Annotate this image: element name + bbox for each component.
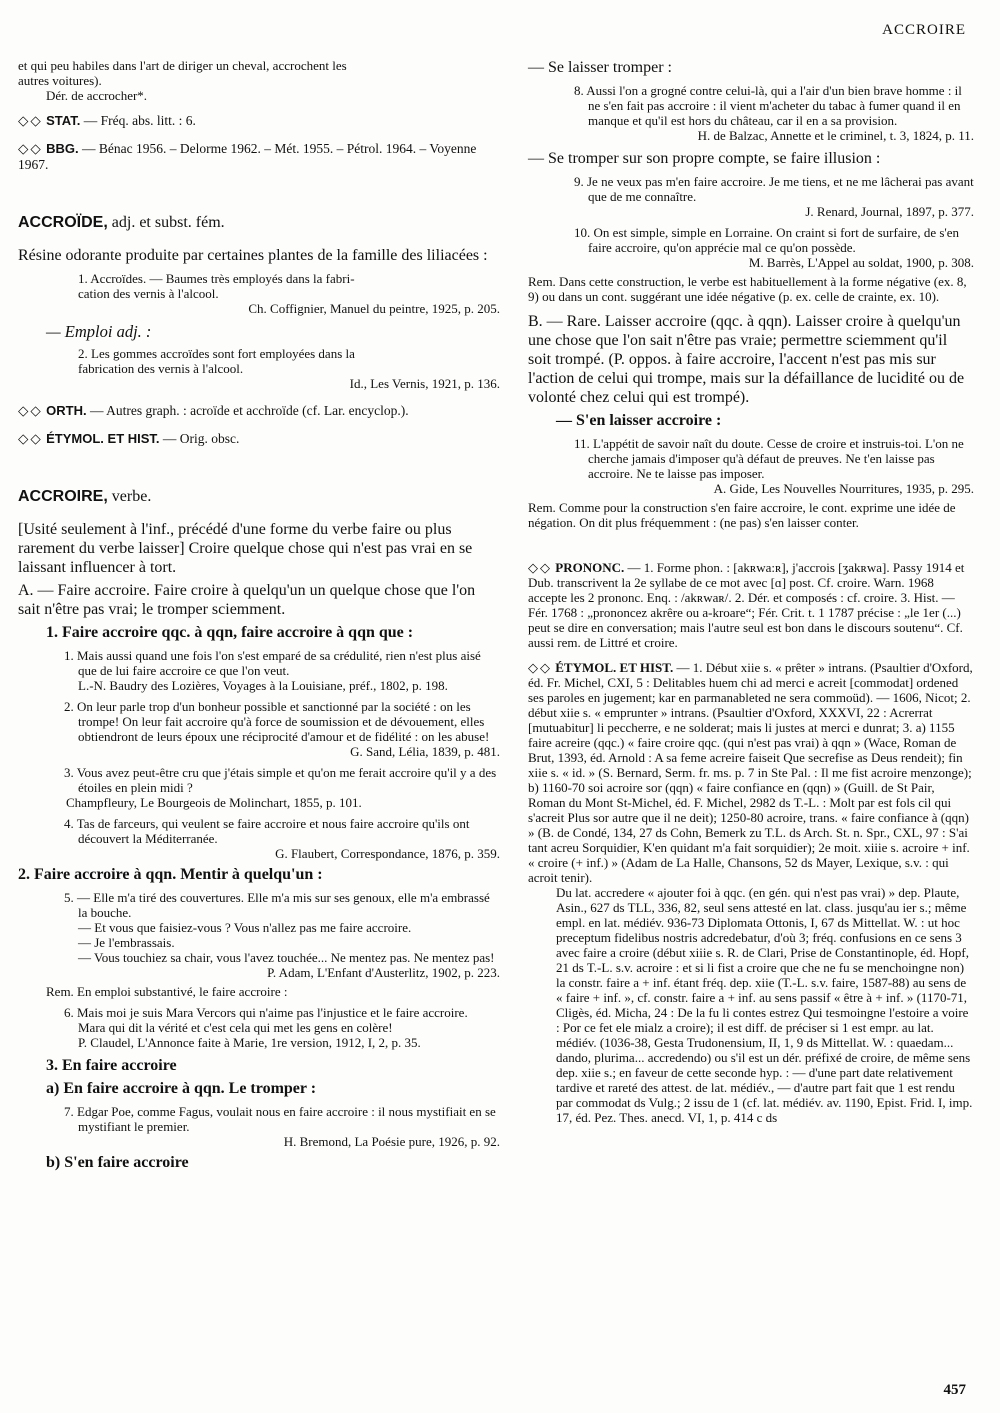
subsection-2: 2. Faire accroire à qqn. Mentir à quelqu'un : [18,866,323,883]
diamond-marker-icon: ◇◇ [18,141,43,156]
example-5-line: 5. — Elle m'a tiré des couvertures. Elle m'a mis sur ses genoux, elle m'a embrassé la bouche. [64,890,490,920]
section-b: B. — Rare. Laisser accroire (qqc. à qqn). Laisser croire à quelqu'un une chose que l'on sait n'être pas vraie; permettre sciemment qu'il soit trompé. (P. oppos. à faire accroire, l'accent n'est pas mis sur l'action de celui qui trompe, mais sur la défaillance de lucidité ou de volonté chez celui qui est trompé). [528,313,965,406]
subsection-3b: b) S'en faire accroire [46,1154,189,1171]
headword: ACCROÏDE, [18,214,108,231]
example-3: 3. Vous avez peut-être cru que j'étais simple et qu'on me ferait accroire qu'il y a des étoiles en plein midi ? [64,765,497,795]
example-2-line: fabrication des vernis à l'alcool. [78,361,244,376]
running-head: ACCROIRE [882,22,966,38]
stat-text: — Fréq. abs. litt. : 6. [83,113,196,128]
example-7: 7. Edgar Poe, comme Fagus, voulait nous en faire accroire : il nous mystifiait en se mystifiant le premier. [64,1104,496,1134]
prononc-section [528,560,974,650]
example-4: 4. Tas de farceurs, qui veulent se faire accroire et nous faire accroire qu'ils ont découvert la Méditerranée. [64,816,470,846]
diamond-marker-icon: ◇◇ [18,431,43,446]
example-source: M. Barrès, L'Appel au soldat, 1900, p. 308. [748,255,974,270]
definition: [Usité seulement à l'inf., précédé d'une forme du verbe faire ou plus rarement du verbe laisser] Croire quelque chose qui n'est pas vrai en se laissant influencer à tort. [18,521,473,576]
example-source: H. Bremond, La Poésie pure, 1926, p. 92. [283,1134,500,1149]
example-source: Champfleury, Le Bourgeois de Molinchart, 1855, p. 101. [66,795,362,810]
stat-label: STAT. [46,113,81,128]
derivation-note: Dér. de accrocher*. [46,88,148,103]
prononc-text: — 1. Forme phon. : [akʀwa:ʀ], j'accrois [ʒakʀwa]. Passy 1914 et Dub. transcrivent la 2e syllabe de ce mot avec [ɑ] post. Cf. croire. Warn. 1968 accepte les 2 prononc. Enq. : /akʀwaʀ/. 2. Dér. et composés : cf. croire. 3. Hist. — Fér. 1768 : „prononcez akrêre ou a-kroare“; Fér. Crit. t. 1 1787 précise : „le 1er (...) peut se dire en conversation; mais l'autre seul est bon dans le discours soutenu“. Cf. aussi rem. de Littré et croire. [528,560,965,650]
entry-heading-accroire [18,487,500,506]
example-source: G. Sand, Lélia, 1839, p. 481. [350,744,500,759]
subsection-se-laisser-tromper: — Se laisser tromper : [528,59,672,76]
example-source: H. de Balzac, Annette et le criminel, t. 3, 1824, p. 11. [697,128,974,143]
subsection-3: 3. En faire accroire [46,1057,177,1074]
remark: Rem. En emploi substantivé, le faire accroire : [46,984,288,999]
intro-line: et qui peu habiles dans l'art de diriger un cheval, accrochent les [18,58,347,73]
example-5-line: — Vous touchiez sa chair, vous l'avez touchée... Ne mentez pas. Ne mentez pas! [78,950,495,965]
orth-label: ORTH. [46,403,87,418]
example-source: P. Claudel, L'Annonce faite à Marie, 1re version, 1912, I, 2, p. 35. [78,1035,421,1050]
headword: ACCROIRE, [18,488,108,505]
diamond-marker-icon: ◇◇ [528,660,552,675]
example-5-line: — Et vous que faisiez-vous ? Vous n'allez pas me faire accroire. [78,920,412,935]
remark: Rem. Comme pour la construction s'en faire accroire, le cont. exprime une idée de négation. On dit plus fréquemment : (ne pas) s'en laisser conter. [528,500,956,530]
example-11: 11. L'appétit de savoir naît du doute. Cesse de croire et instruis-toi. L'on ne cherche jamais d'imposer qu'à défaut de preuves. Ne t'en laisse pas accroire. Ne te laisse pas imposer. [574,436,964,481]
etymol-label: ÉTYMOL. ET HIST. [555,660,674,675]
intro-line: autres voitures). [18,73,102,88]
example-9: 9. Je ne veux pas m'en faire accroire. Je me tiens, et ne me lâcherai pas avant que de me connaître. [574,174,974,204]
example-source: Ch. Coffignier, Manuel du peintre, 1925, p. 205. [248,301,500,316]
diamond-marker-icon: ◇◇ [528,560,552,575]
bbg-label: BBG. [46,141,79,156]
diamond-marker-icon: ◇◇ [18,403,43,418]
left-column [18,58,500,1172]
example-5-line: — Je l'embrassais. [78,935,175,950]
etymol-section [528,660,974,885]
example-source: A. Gide, Les Nouvelles Nourritures, 1935, p. 295. [713,481,974,496]
orth-text: — Autres graph. : acroïde et acchroïde (cf. Lar. encyclop.). [89,403,409,418]
etymol-section [18,431,500,447]
remark: Rem. Dans cette construction, le verbe est habituellement à la forme négative (ex. 8, 9) ou dans un cont. suggérant une idée négative (p. ex. celle de crainte, ex. 10). [528,274,967,304]
definition: Résine odorante produite par certaines plantes de la famille des liliacées : [18,247,488,264]
example-10: 10. On est simple, simple en Lorraine. On craint si fort de surfaire, de s'en faire accroire, qu'on apprécie mal ce qu'on possède. [574,225,960,255]
etymol-label: ÉTYMOL. ET HIST. [46,431,160,446]
subsection-1: 1. Faire accroire qqc. à qqn, faire accroire à qqn que : [46,624,414,641]
example-6: 6. Mais moi je suis Mara Vercors qui n'aime pas l'injustice et le faire accroire. [64,1005,468,1020]
example-source: G. Flaubert, Correspondance, 1876, p. 359. [275,846,500,861]
example-1-line: 1. Accroïdes. — Baumes très employés dans la fabri- [78,271,355,286]
etymol-text: — Orig. obsc. [162,431,240,446]
entry-heading-accroide [18,213,500,232]
example-source: L.-N. Baudry des Lozières, Voyages à la Louisiane, préf., 1802, p. 198. [78,678,448,693]
example-2-line: 2. Les gommes accroïdes sont fort employées dans la [78,346,355,361]
example-source: J. Renard, Journal, 1897, p. 377. [805,204,974,219]
etymol-text: — 1. Début xiie s. « prêter » intrans. (Psaultier d'Oxford, éd. Fr. Michel, CXI, 5 : Delitables huem chi ad merci e acreit [commodat] ordened ses paroles en jugement; kar en parmanableted ne sera commoüd). — 1606, Nicot; 2. début xiie s. « emprunter » intrans. (Psaultier d'Oxford, XXXVI, 22 : Acrerrat [mutuabitur] li peccherre, e ne solderat; mais li justes at merci e dunrat; 3. a) 1155 faire acreire (qqc.) « faire croire qqc. (qui n'est pas vrai) à qqn » (Wace, Roman de Brut, 1393, éd. Arnold : A sa feme acreire faiseit Que secrefise as Deus rendeit); fin xiie s. « id. » (S. Bernard, Serm. fr. ms. p. 7 in Ste Pal. : Il me fist acroire menzonge); b) 1160-70 soi acroire sor (qqn) « faire confiance en (qqn) » (Guill. de St Pair, Roman du Mont St-Michel, éd. F. Michel, 2982 ds T.-L. : Molt par est fols cil qui s'acreit Plus sor autre que il ne deit); 1250-80 acroire, trans. « faire confiance à (qqn) » (B. de Condé, 134, 27 ds Cohn, Bemerk zu T.L. ds Arch. St. n. Spr., CXL, 97 : S'ai tant acreu Sorquidier, K'en quidant m'a fait sorquidier); 2e moit. xiiie s. acroire + inf. « croire (+ inf.) » (Adam de La Halle, Chansons, 52 ds Mayer, Lexique, s.v. : qui acroit tenir). [528,660,973,885]
example-6-line: Mara qui dit la vérité et c'est cela qui met les gens en colère! [78,1020,393,1035]
bbg-section [18,141,500,173]
stat-section [18,113,500,129]
prononc-label: PRONONC. [555,560,625,575]
etymol-paragraph: Du lat. accredere « ajouter foi à qqc. (en gén. qui n'est pas vrai) » dep. Plaute, Asin., 627 ds TLL, 336, 82, seul sens attesté en lat. class. jusqu'au ier s.; même empl. en lat. médiév. 936-73 Diplomata Ottonis, I, 67 ds Mittellat. W. : ut hoc preceptum fidelibus nostris adcredebatur, d'où 3; fréq. confusions en ce sens 3 avec faire a croire (début xiiie s. R. de Clari, Prise de Constantinople, éd. Hopf, 21 ds T.-L. s.v. acroire : et si li fist a croire que che ne fu se menchoingne non) la constr. faire a + inf. étant fréq. dep. xiie (T.-L. s.v. faire, 1587-88) au sens de « faire + inf. », cf. constr. faire a + inf. au sens passif « être à + inf. » (1170-71, Cligès, éd. Micha, 24 : De la fu li contes estrez Qui tesmoingne l'estoire a voire : Por ce fet ele mialz a croire); il est diff. de préciser si 1 est empr. au lat. médiév. (1036-38, Gesta Trudonensium, II, 1, 9 ds Mittellat. W. : quaedam... dando, plurima... accredendo) ou s'il est un dér. préfixé de croire, de même sens dep. xiie s.; en faveur de cette seconde hyp. : — d'une part date relativement tardive et rareté des attest. de lat. médiév., — d'autre part fait que 1 est rendu par commodat ds Vulg.; 2 issu de 1 (cf. lat. médiév. av. 1190, Epist. Frid. I, imp. 17, éd. Pez. Thes. anecd. VI, 1, p. 414 c ds [556,885,973,1125]
section-a: A. — Faire accroire. Faire croire à quelqu'un un quelque chose que l'on sait n'être pas vrai; le tromper sciemment. [18,582,476,618]
diamond-marker-icon: ◇◇ [18,113,43,128]
subsection-emploi-adj: — Emploi adj. : [46,322,152,341]
subsection-3a: a) En faire accroire à qqn. Le tromper : [46,1080,317,1097]
part-of-speech: verbe. [111,488,152,505]
subsection-sen-laisser: — S'en laisser accroire : [556,412,722,429]
example-source: Id., Les Vernis, 1921, p. 136. [349,376,500,391]
example-8: 8. Aussi l'on a grogné contre celui-là, qui a l'air d'un bien brave homme : il ne s'en fait pas accroire : il vient m'acheter du tabac à fumer quand il en manque et qu'il est hors du château, car il en a sa provision. [574,83,962,128]
right-column [528,58,974,1125]
page-number: 457 [943,1382,966,1398]
example-1: 1. Mais aussi quand une fois l'on s'est emparé de sa crédulité, rien n'est plus aisé que de lui faire accroire ce que l'on veut. [64,648,481,678]
example-source: P. Adam, L'Enfant d'Austerlitz, 1902, p. 223. [267,965,500,980]
bbg-text: — Bénac 1956. – Delorme 1962. – Mét. 1955. – Pétrol. 1964. – Voyenne 1967. [18,141,477,172]
subsection-se-tromper: — Se tromper sur son propre compte, se faire illusion : [528,150,881,167]
example-1-line: cation des vernis à l'alcool. [78,286,219,301]
part-of-speech: adj. et subst. fém. [111,214,225,231]
example-2: 2. On leur parle trop d'un bonheur possible et sanctionné par la société : on les trompe! On leur fait accroire qu'à force de soumission et de dévouement, elles obtiendront de leurs époux une réciprocité d'amour et de fidélité : on les abuse! [64,699,490,744]
orth-section [18,403,500,419]
